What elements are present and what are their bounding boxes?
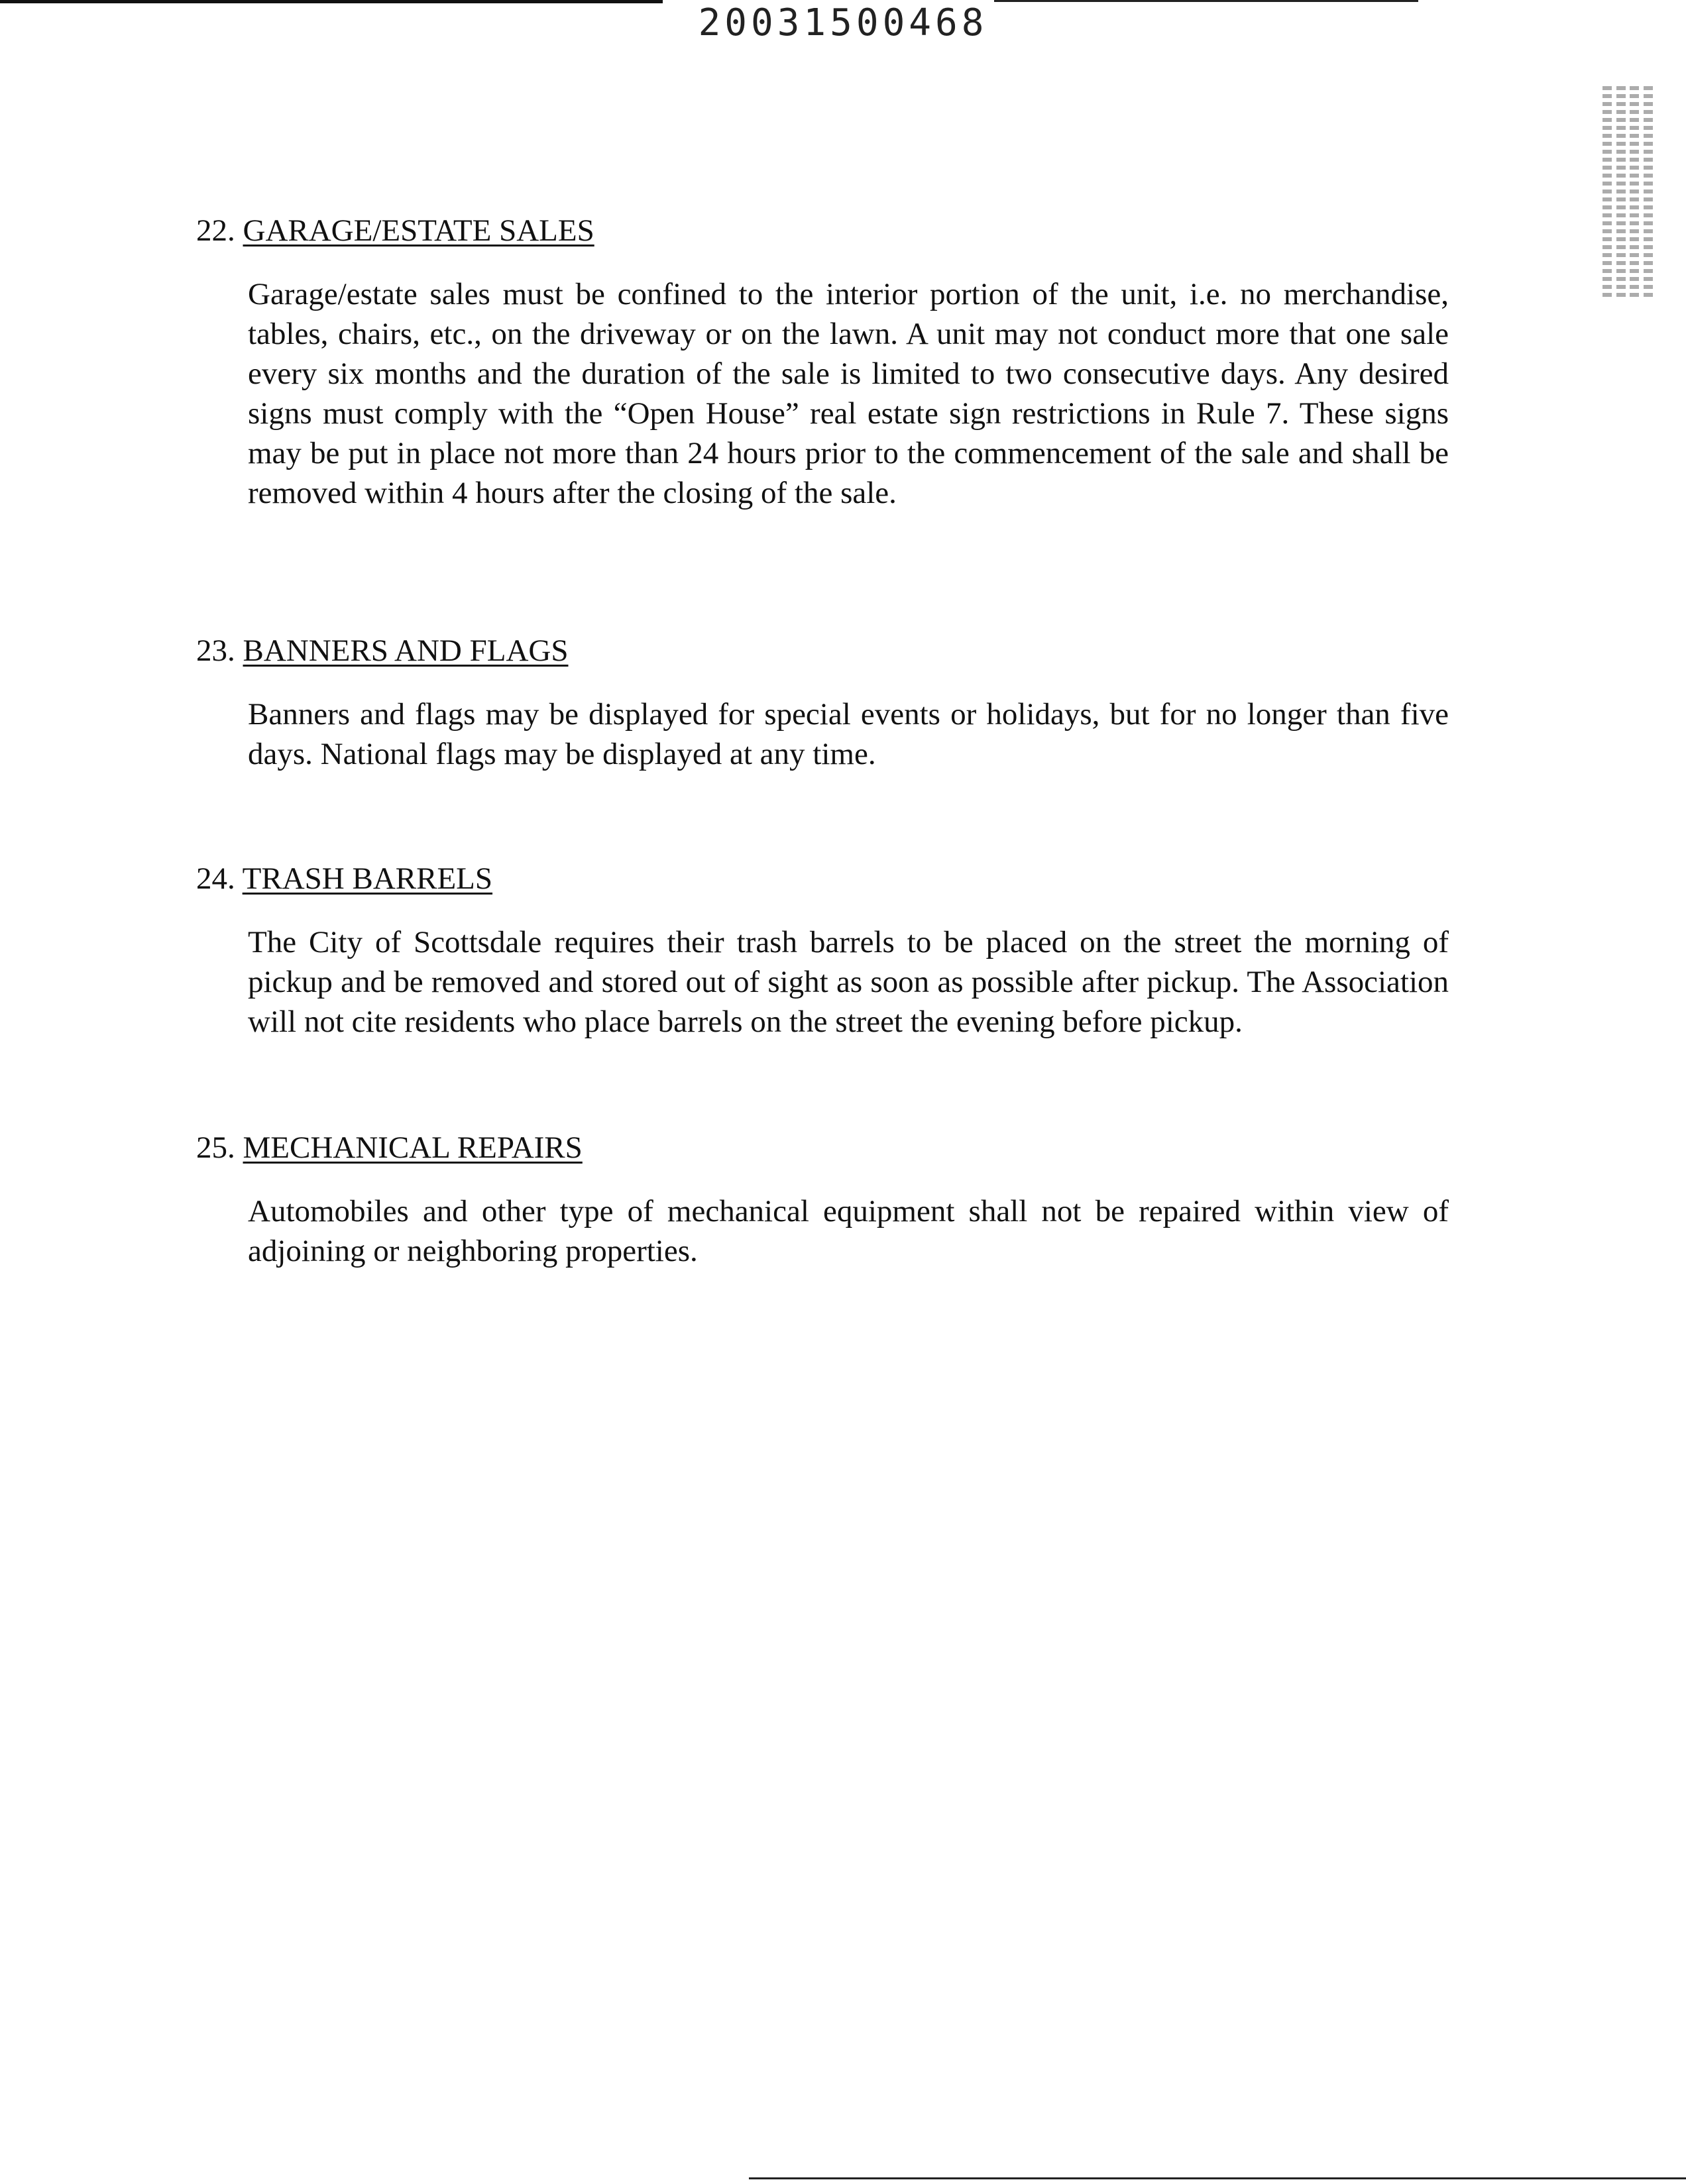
- section-number: 22.: [196, 213, 235, 248]
- section-body: Garage/estate sales must be confined to the interior portion of the unit, i.e. no merchandise, tables, chairs, etc., on the driveway or on the lawn. A unit may not conduct more that one sale every six months and the duration of the sale is limited to two consecutive days. Any desired signs must comply with the “Open House” real estate sign restrictions in Rule 7. These signs may be put in place not more than 24 hours prior to the commencement of the sale and shall be removed within 4 hours after the closing of the sale.: [248, 277, 1449, 510]
- section-garage-estate-sales: [196, 211, 1450, 513]
- section-body: Automobiles and other type of mechanical equipment shall not be repaired within view of adjoining or neighboring properties.: [248, 1194, 1449, 1268]
- section-number: 24.: [196, 861, 235, 896]
- section-heading: [196, 859, 1450, 899]
- section-banners-and-flags: [196, 631, 1450, 774]
- section-body: The City of Scottsdale requires their trash barrels to be placed on the street the morning of pickup and be removed and stored out of sight as soon as possible after pickup. The Association will not cite residents who place barrels on the street the evening before pickup.: [248, 925, 1449, 1039]
- section-number: 23.: [196, 633, 235, 668]
- section-heading: [196, 631, 1450, 671]
- section-number: 25.: [196, 1130, 235, 1165]
- section-heading: [196, 211, 1450, 250]
- scan-border-bottom: [749, 2177, 1686, 2179]
- section-title: GARAGE/ESTATE SALES: [243, 213, 594, 248]
- document-number: 20031500468: [698, 1, 988, 44]
- section-body: Banners and flags may be displayed for special events or holidays, but for no longer than five days. National flags may be displayed at any time.: [248, 697, 1449, 771]
- recording-stamp: [1602, 86, 1653, 298]
- section-trash-barrels: [196, 859, 1450, 1042]
- section-title: TRASH BARRELS: [242, 861, 493, 896]
- section-title: BANNERS AND FLAGS: [243, 633, 569, 668]
- section-title: MECHANICAL REPAIRS: [243, 1130, 583, 1165]
- section-heading: [196, 1128, 1450, 1168]
- section-mechanical-repairs: [196, 1128, 1450, 1271]
